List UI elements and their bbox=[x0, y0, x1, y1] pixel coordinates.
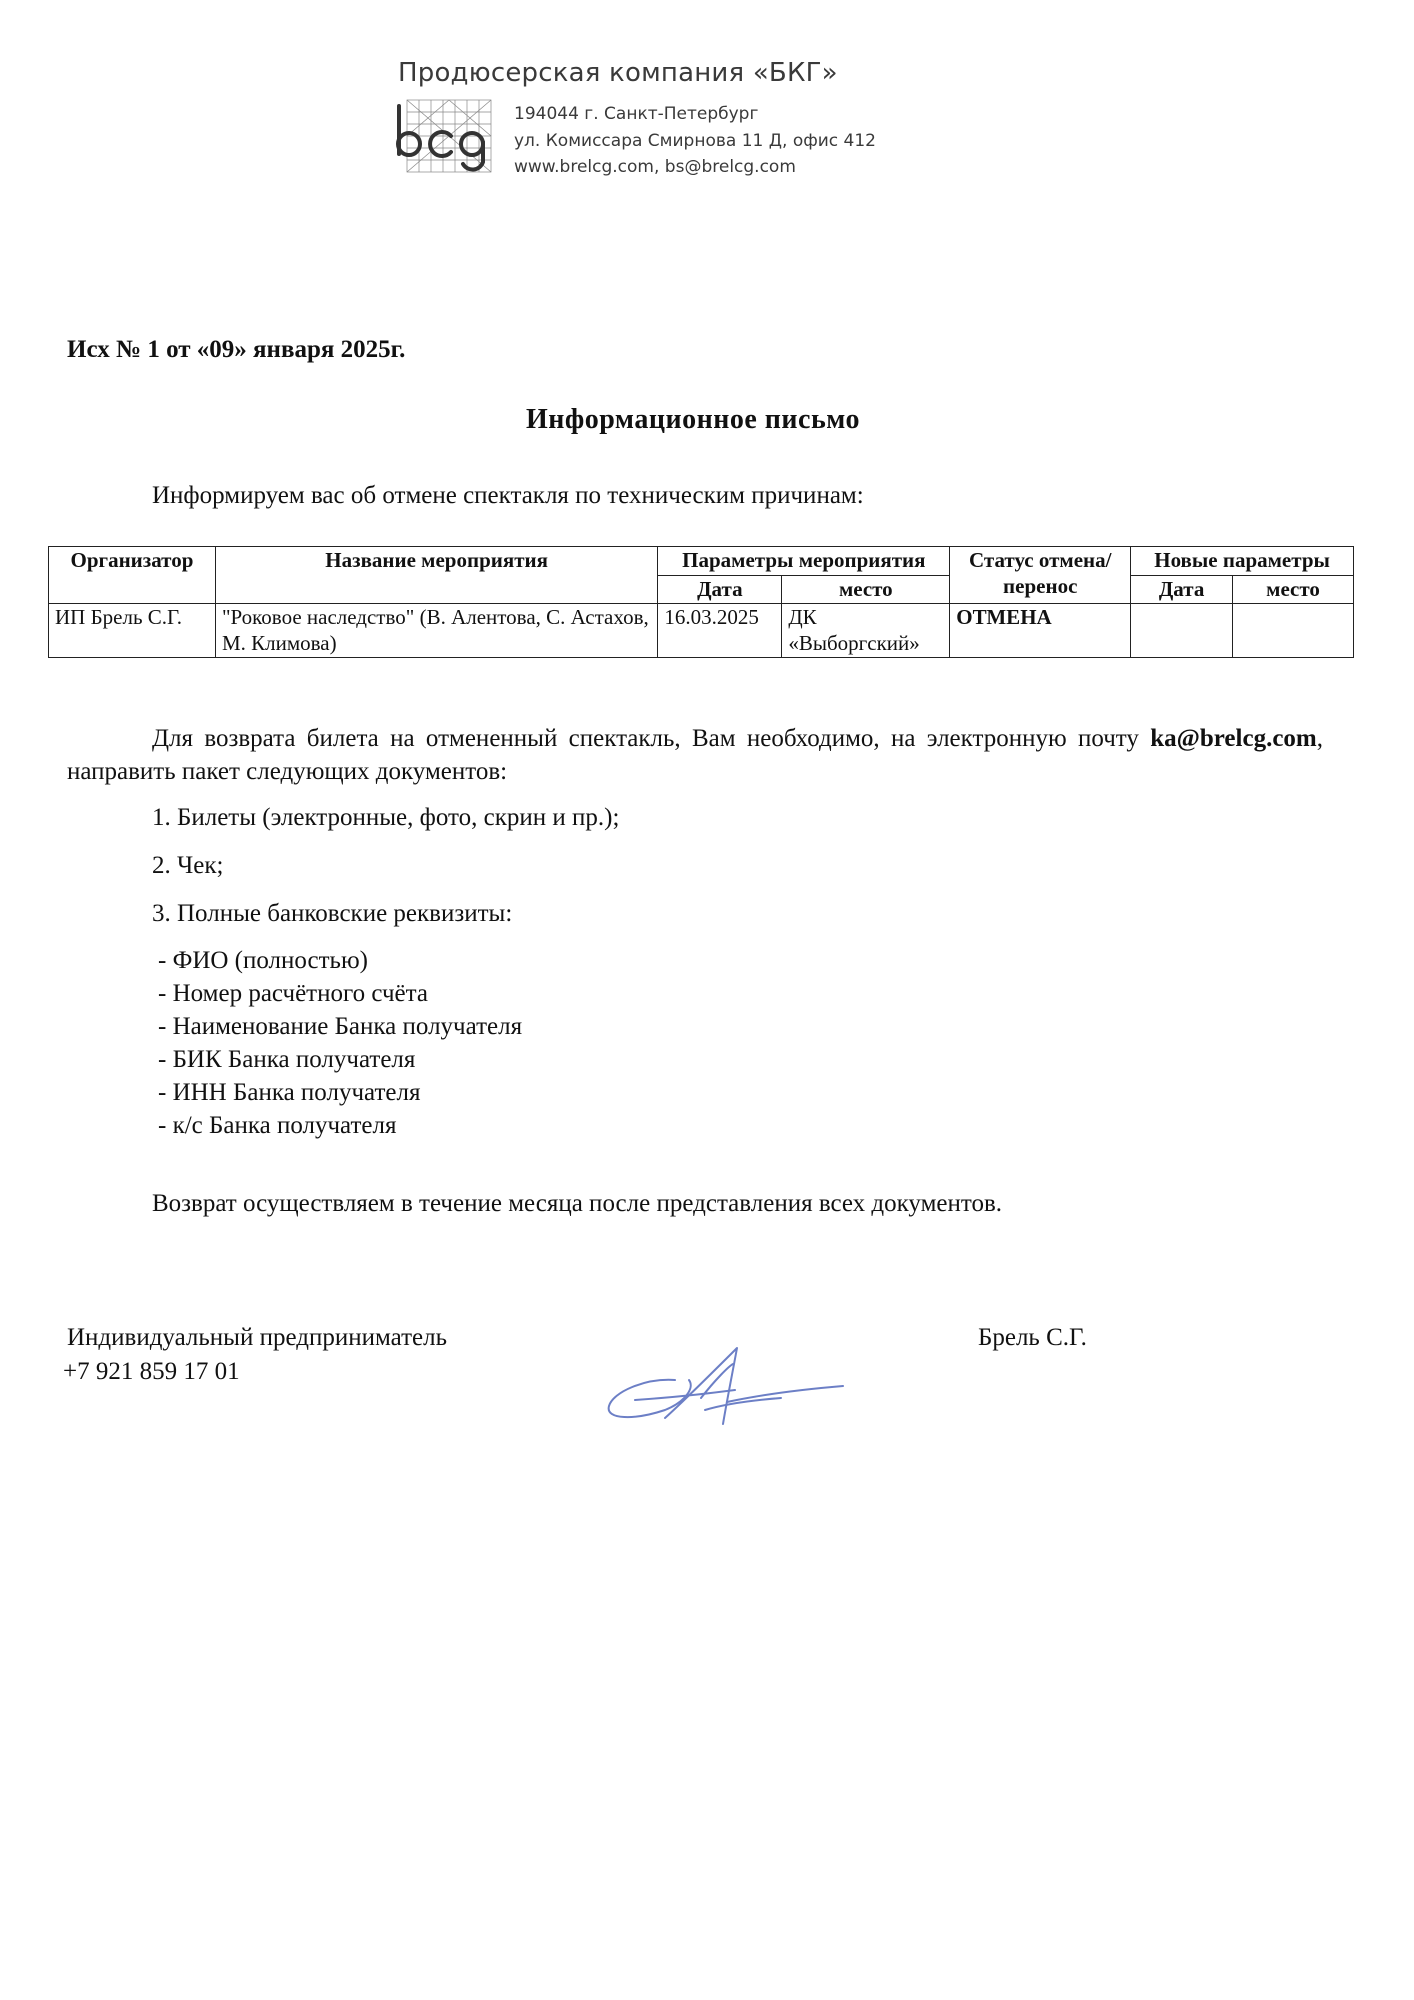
header-place: место bbox=[782, 575, 950, 604]
document-item-requisites: 3. Полные банковские реквизиты: bbox=[152, 900, 513, 927]
requisite-item: - к/с Банка получателя bbox=[158, 1112, 397, 1139]
header-new-params: Новые параметры bbox=[1131, 547, 1354, 576]
header-organizer: Организатор bbox=[49, 547, 216, 604]
signer-role: Индивидуальный предприниматель bbox=[67, 1324, 447, 1351]
requisite-item: - Номер расчётного счёта bbox=[158, 980, 428, 1007]
outgoing-reference: Исх № 1 от «09» января 2025г. bbox=[67, 336, 406, 363]
intro-text: Информируем вас об отмене спектакля по техническим причинам: bbox=[152, 482, 864, 509]
address-line-street: ул. Комиссара Смирнова 11 Д, офис 412 bbox=[514, 131, 876, 151]
requisite-item: - ФИО (полностью) bbox=[158, 947, 368, 974]
cell-new-place bbox=[1233, 604, 1354, 658]
signer-name: Брель С.Г. bbox=[978, 1324, 1087, 1351]
cell-new-date bbox=[1131, 604, 1233, 658]
cell-event-name: "Роковое наследство" (В. Алентова, С. Астахов, М. Климова) bbox=[215, 604, 657, 658]
address-line-city: 194044 г. Санкт-Петербург bbox=[514, 104, 759, 124]
return-text-before: Для возврата билета на отмененный спектакль, Вам необходимо, на электронную почту bbox=[152, 725, 1151, 752]
cell-organizer: ИП Брель С.Г. bbox=[49, 604, 216, 658]
return-text-after: , направить пакет следующих документов: bbox=[67, 725, 1323, 785]
cell-place: ДК «Выборгский» bbox=[782, 604, 950, 658]
requisite-item: - БИК Банка получателя bbox=[158, 1046, 416, 1073]
requisite-item: - Наименование Банка получателя bbox=[158, 1013, 523, 1040]
header-date: Дата bbox=[658, 575, 782, 604]
return-paragraph bbox=[67, 722, 1323, 788]
closing-text: Возврат осуществляем в течение месяца после представления всех документов. bbox=[152, 1190, 1003, 1217]
email-link[interactable]: ka@brelcg.com bbox=[1150, 725, 1317, 752]
events-table bbox=[48, 546, 1354, 658]
signer-phone: +7 921 859 17 01 bbox=[63, 1358, 240, 1385]
address-line-web: www.brelcg.com, bs@brelcg.com bbox=[514, 157, 796, 177]
requisite-item: - ИНН Банка получателя bbox=[158, 1079, 421, 1106]
table-row bbox=[49, 604, 1354, 658]
document-item-tickets: 1. Билеты (электронные, фото, скрин и пр.); bbox=[152, 804, 620, 831]
letter-title: Информационное письмо bbox=[526, 404, 860, 435]
company-name: Продюсерская компания «БКГ» bbox=[398, 58, 838, 88]
cell-date: 16.03.2025 bbox=[658, 604, 782, 658]
cell-status: ОТМЕНА bbox=[950, 604, 1131, 658]
header-event-params: Параметры мероприятия bbox=[658, 547, 950, 576]
header-event-name: Название мероприятия bbox=[215, 547, 657, 604]
header-new-date: Дата bbox=[1131, 575, 1233, 604]
header-new-place: место bbox=[1233, 575, 1354, 604]
document-item-receipt: 2. Чек; bbox=[152, 852, 224, 879]
handwritten-signature bbox=[605, 1340, 845, 1435]
header-status: Статус отмена/перенос bbox=[950, 547, 1131, 604]
company-logo bbox=[393, 98, 495, 174]
